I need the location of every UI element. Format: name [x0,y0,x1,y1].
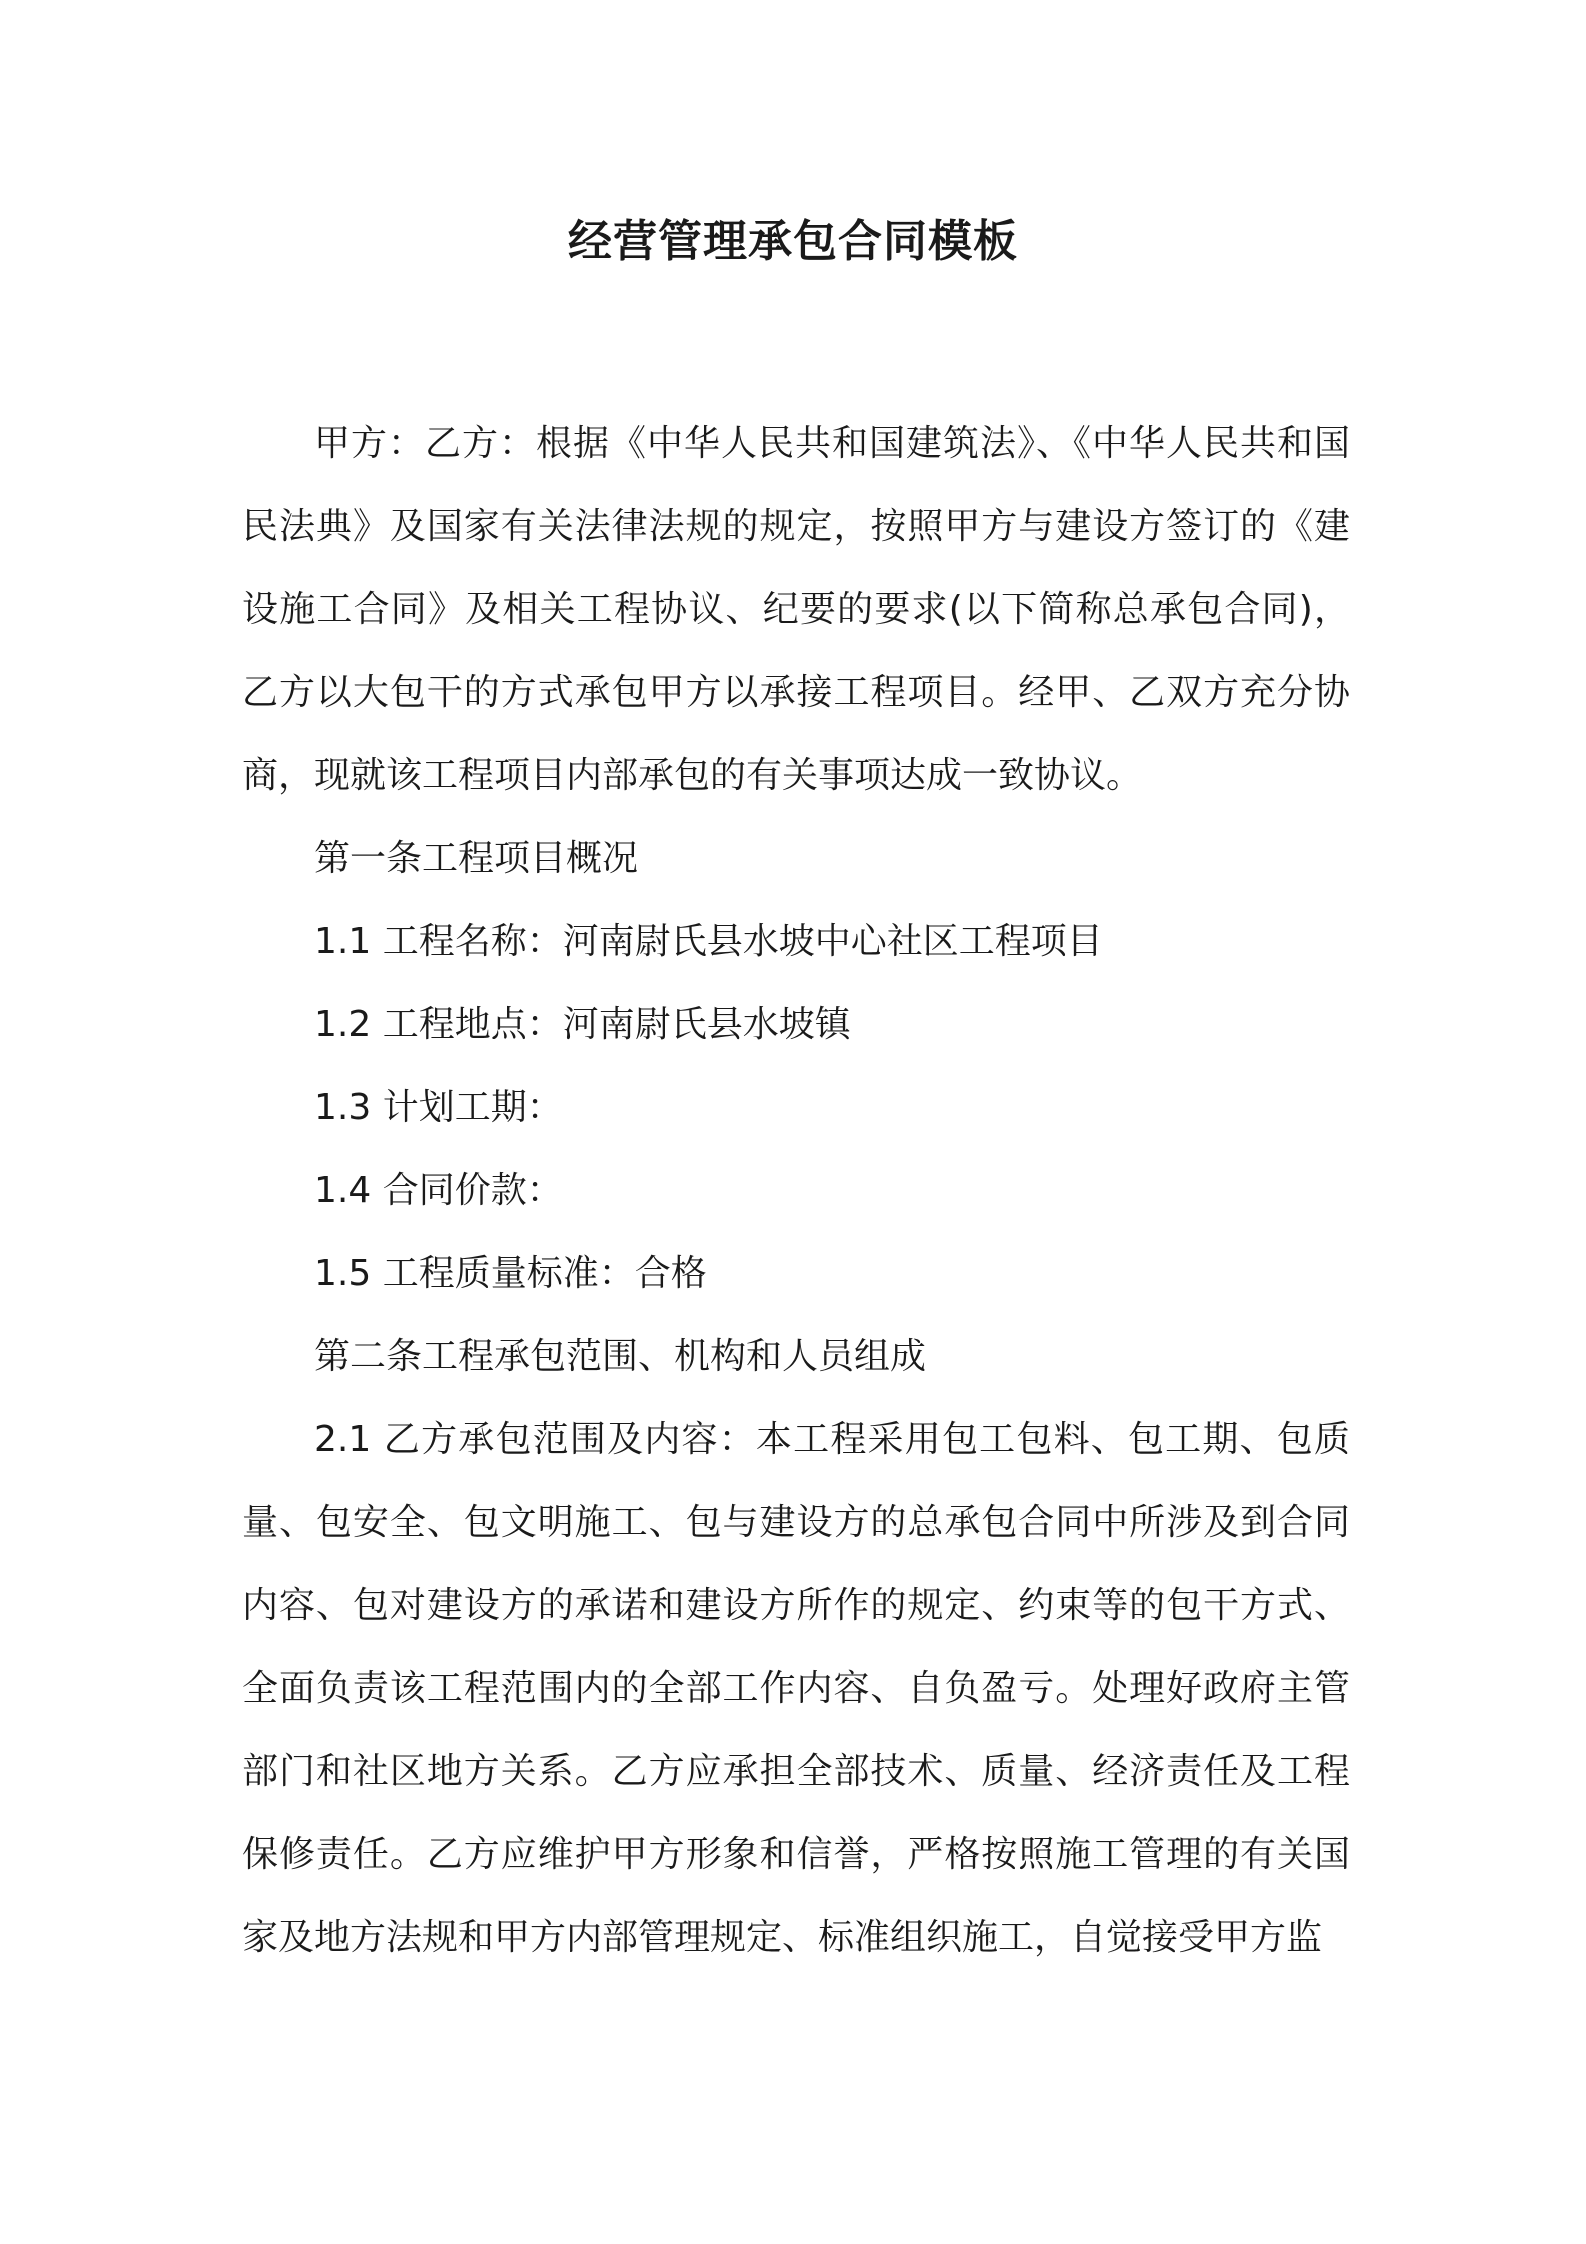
clause-1-4: 1.4 合同价款： [314,1170,563,1211]
heading-article-2: 第二条工程承包范围、机构和人员组成 [314,1336,927,1377]
clause-1-2: 1.2 工程地点：河南尉氏县水坡镇 [314,1004,851,1045]
clause-1-3: 1.3 计划工期： [314,1087,563,1128]
heading-article-1: 第一条工程项目概况 [314,838,639,879]
document-body [242,402,1350,1979]
clause-1-5: 1.5 工程质量标准：合格 [314,1253,707,1294]
paragraph-preamble: 甲方：乙方：根据《中华人民共和国建筑法》、《中华人民共和国民法典》及国家有关法律法规的规定，按照甲方与建设方签订的《建设施工合同》及相关工程协议、纪要的要求(以下简称总承包合同)，乙方以大包干的方式承包甲方以承接工程项目。经甲、乙双方充分协商，现就该工程项目内部承包的有关事项达成一致协议。 [242,423,1350,796]
clause-1-1: 1.1 工程名称：河南尉氏县水坡中心社区工程项目 [314,921,1103,962]
clause-2-1: 2.1 乙方承包范围及内容：本工程采用包工包料、包工期、包质量、包安全、包文明施工、包与建设方的总承包合同中所涉及到合同内容、包对建设方的承诺和建设方所作的规定、约束等的包干方式、全面负责该工程范围内的全部工作内容、自负盈亏。处理好政府主管部门和社区地方关系。乙方应承担全部技术、质量、经济责任及工程保修责任。乙方应维护甲方形象和信誉，严格按照施工管理的有关国家及地方法规和甲方内部管理规定、标准组织施工，自觉接受甲方监 [242,1419,1350,1958]
document-title: 经营管理承包合同模板 [568,216,1018,267]
